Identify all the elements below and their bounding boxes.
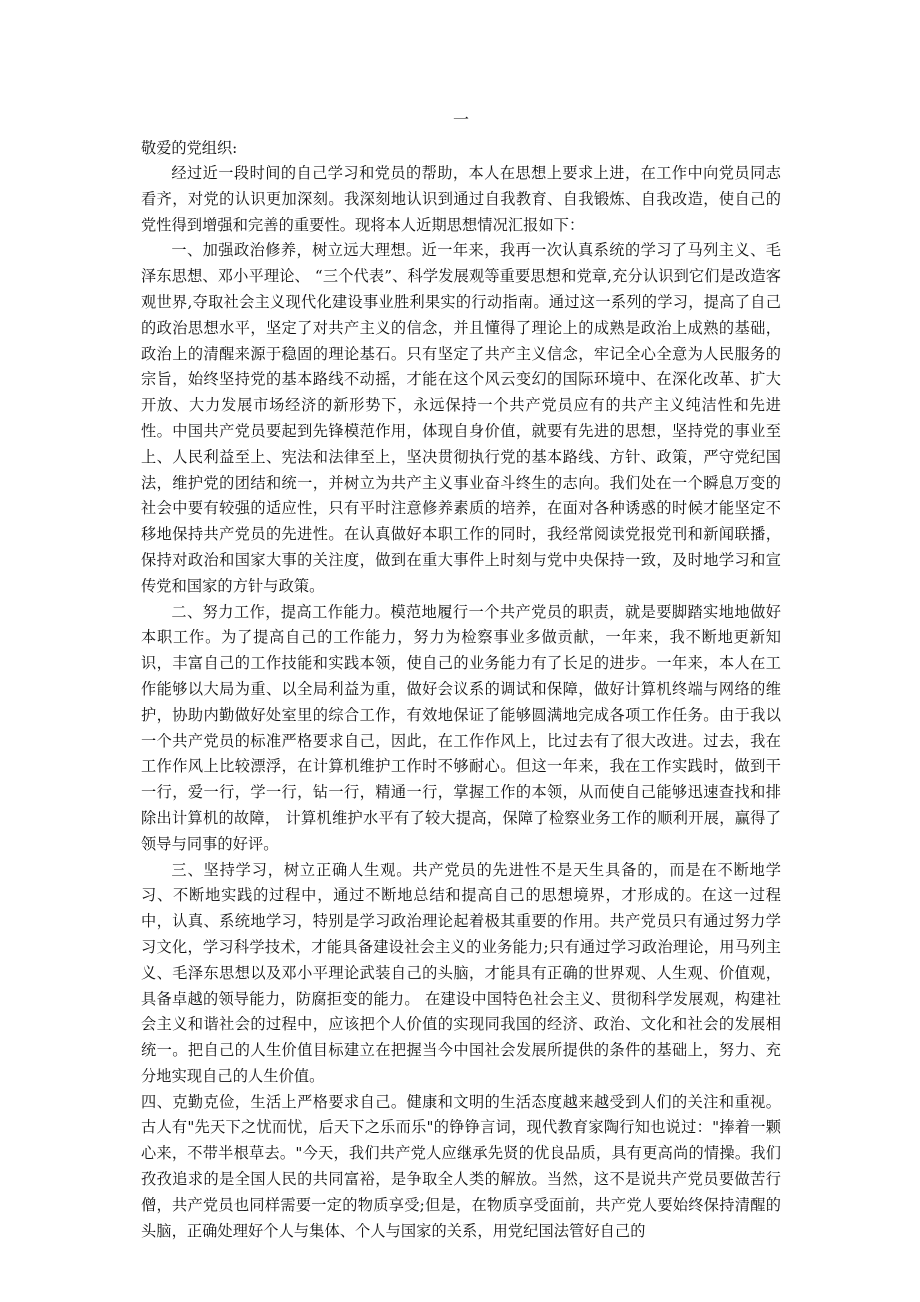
page-number-mark: 一 — [452, 110, 469, 129]
document-page — [141, 100, 781, 1244]
paragraph-frugality: 四、克勤克俭，生活上严格要求自己。健康和文明的生活态度越来越受到人们的关注和重视。古人有"先天下之忧而忧，后天下之乐而乐"的铮铮言词，现代教育家陶行知也说过："捧着一颗心来，不带半根草去。"今天，我们共产党人应继承先贤的优良品质，具有更高尚的情操。我们孜孜追求的是全国人民的共同富裕，是争取全人类的解放。当然，这不是说共产党员要做苦行僧，共产党员也同样需要一定的物质享受;但是，在物质享受面前，共产党人要始终保持清醒的头脑，正确处理好个人与集体、个人与国家的关系，用党纪国法管好自己的 — [141, 1092, 781, 1240]
paragraph-work-ability: 二、努力工作，提高工作能力。模范地履行一个共产党员的职责，就是要脚踏实地地做好本职工作。为了提高自己的工作能力，努力为检察事业多做贡献，一年来，我不断地更新知识，丰富自己的工作技能和实践本领，使自己的业务能力有了长足的进步。一年来，本人在工作能够以大局为重、以全局利益为重，做好会议系的调试和保障，做好计算机终端与网络的维护，协助内勤做好处室里的综合工作，有效地保证了能够圆满地完成各项工作任务。由于我以一个共产党员的标准严格要求自己，因此，在工作作风上，比过去有了很大改进。过去，我在工作作风上比较漂浮，在计算机维护工作时不够耐心。但这一年来，我在工作实践时，做到干一行，爱一行，学一行，钻一行，精通一行，掌握工作的本领，从而使自己能够迅速查找和排除出计算机的故障， 计算机维护水平有了较大提高，保障了检察业务工作的顺利开展，赢得了领导与同事的好评。 — [141, 602, 781, 853]
paragraph-political-cultivation: 一、加强政治修养，树立远大理想。近一年来，我再一次认真系统的学习了马列主义、毛泽东思想、邓小平理论、 “三个代表”、科学发展观等重要思想和党章,充分认识到它们是改造客观世界,夺取社会主义现代化建设事业胜利果实的行动指南。通过这一系列的学习，提高了自己的政治思想水平，坚定了对共产主义的信念，并且懂得了理论上的成熟是政治上成熟的基础，政治上的清醒来源于稳固的理论基石。只有坚定了共产主义信念，牢记全心全意为人民服务的宗旨，始终坚持党的基本路线不动摇，才能在这个风云变幻的国际环境中、在深化改革、扩大开放、大力发展市场经济的新形势下，永远保持一个共产党员应有的共产主义纯洁性和先进性。中国共产党员要起到先锋模范作用，体现自身价值，就要有先进的思想，坚持党的事业至上、人民利益至上、宪法和法律至上，坚决贯彻执行党的基本路线、方针、政策，严守党纪国法，维护党的团结和统一，并树立为共产主义事业奋斗终生的志向。我们处在一个瞬息万变的社会中要有较强的适应性，只有平时注意修养素质的培养，在面对各种诱惑的时候才能坚定不移地保持共产党员的先进性。在认真做好本职工作的同时，我经常阅读党报党刊和新闻联播，保持对政治和国家大事的关注度，做到在重大事件上时刻与党中央保持一致，及时地学习和宣传党和国家的方针与政策。 — [141, 241, 781, 595]
salutation: 敬爱的党组织: — [141, 139, 238, 157]
paragraph-study-outlook: 三、坚持学习，树立正确人生观。共产党员的先进性不是天生具备的，而是在不断地学习、不断地实践的过程中，通过不断地总结和提高自己的思想境界，才形成的。在这一过程中，认真、系统地学习，特别是学习政治理论起着极其重要的作用。共产党员只有通过努力学习文化，学习科学技术，才能具备建设社会主义的业务能力;只有通过学习政治理论，用马列主义、毛泽东思想以及邓小平理论武装自己的头脑，才能具有正确的世界观、人生观、价值观，具备卓越的领导能力，防腐拒变的能力。 在建设中国特色社会主义、贯彻科学发展观，构建社会主义和谐社会的过程中，应该把个人价值的实现同我国的经济、政治、文化和社会的发展相统一。把自己的人生价值目标建立在把握当今中国社会发展所提供的条件的基础上，努力、充分地实现自己的人生价值。 — [141, 860, 781, 1085]
paragraph-intro: 经过近一段时间的自己学习和党员的帮助，本人在思想上要求上进，在工作中向党员同志看齐，对党的认识更加深刻。我深刻地认识到通过自我教育、自我锻炼、自我改造，使自己的党性得到增强和完善的重要性。现将本人近期思想情况汇报如下： — [141, 164, 781, 234]
